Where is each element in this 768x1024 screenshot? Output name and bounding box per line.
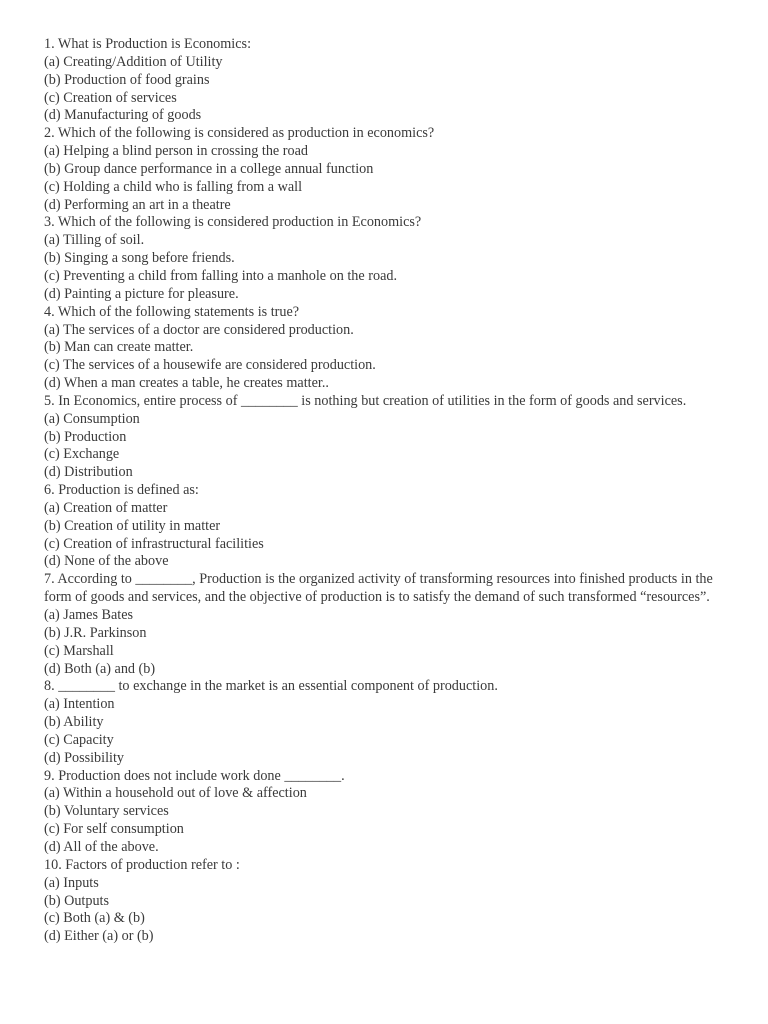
question-text: 3. Which of the following is considered production in Economics? [44,214,422,231]
option-c: (c) Capacity [44,731,114,748]
option-c: (c) Exchange [44,446,120,463]
question-block [44,768,738,857]
option-d: (d) Painting a picture for pleasure. [44,285,239,302]
option-a: (a) Inputs [44,874,99,891]
option-b: (b) Ability [44,714,104,731]
option-c: (c) Both (a) & (b) [44,910,145,927]
option-a: (a) Creating/Addition of Utility [44,53,223,70]
option-b: (b) Man can create matter. [44,339,194,356]
option-d: (d) None of the above [44,553,169,570]
option-a: (a) Tilling of soil. [44,232,145,249]
option-d: (d) Possibility [44,749,125,766]
question-block [44,304,738,393]
question-text: 10. Factors of production refer to : [44,856,240,873]
question-text: 4. Which of the following statements is true? [44,303,300,320]
option-b: (b) Singing a song before friends. [44,250,235,267]
option-c: (c) Preventing a child from falling into a manhole on the road. [44,267,398,284]
option-d: (d) Manufacturing of goods [44,107,202,124]
option-a: (a) Within a household out of love & affection [44,785,307,802]
option-d: (d) All of the above. [44,838,159,855]
option-a: (a) Consumption [44,410,140,427]
question-block [44,857,738,946]
option-d: (d) Both (a) and (b) [44,660,156,677]
question-text: 2. Which of the following is considered as production in economics? [44,125,435,142]
option-b: (b) Group dance performance in a college annual function [44,160,374,177]
question-block [44,571,738,678]
option-c: (c) Marshall [44,642,114,659]
question-block [44,36,738,125]
option-c: (c) Holding a child who is falling from a wall [44,178,303,195]
option-b: (b) Creation of utility in matter [44,517,221,534]
question-text: 8. ________ to exchange in the market is an essential component of production. [44,678,498,695]
option-b: (b) Production of food grains [44,71,210,88]
option-a: (a) Helping a blind person in crossing the road [44,143,308,160]
question-text: 9. Production does not include work done ________. [44,767,345,784]
question-block [44,678,738,767]
option-c: (c) Creation of services [44,89,177,106]
option-c: (c) Creation of infrastructural facilities [44,535,264,552]
option-a: (a) The services of a doctor are considered production. [44,321,354,338]
question-block [44,125,738,214]
option-b: (b) Production [44,428,127,445]
question-block [44,482,738,571]
question-text: 5. In Economics, entire process of ________ is nothing but creation of utilities in the form of goods and services. [44,392,687,409]
option-b: (b) J.R. Parkinson [44,624,147,641]
question-block [44,214,738,303]
question-text: 1. What is Production is Economics: [44,36,252,52]
option-d: (d) Distribution [44,464,133,481]
option-a: (a) James Bates [44,607,134,623]
question-block [44,393,738,482]
option-a: (a) Creation of matter [44,499,168,516]
option-b: (b) Voluntary services [44,803,169,820]
option-c: (c) For self consumption [44,821,184,838]
question-text: 6. Production is defined as: [44,482,199,499]
question-text: 7. According to ________, Production is the organized activity of transforming resources into finished products in the form of goods and services, and the objective of production is to satisfy the demand of such transformed “resources”. [44,571,713,606]
option-d: (d) Either (a) or (b) [44,928,154,945]
option-d: (d) When a man creates a table, he creates matter.. [44,375,329,392]
option-c: (c) The services of a housewife are considered production. [44,357,376,374]
option-b: (b) Outputs [44,892,110,909]
option-d: (d) Performing an art in a theatre [44,196,231,213]
option-a: (a) Intention [44,696,115,713]
